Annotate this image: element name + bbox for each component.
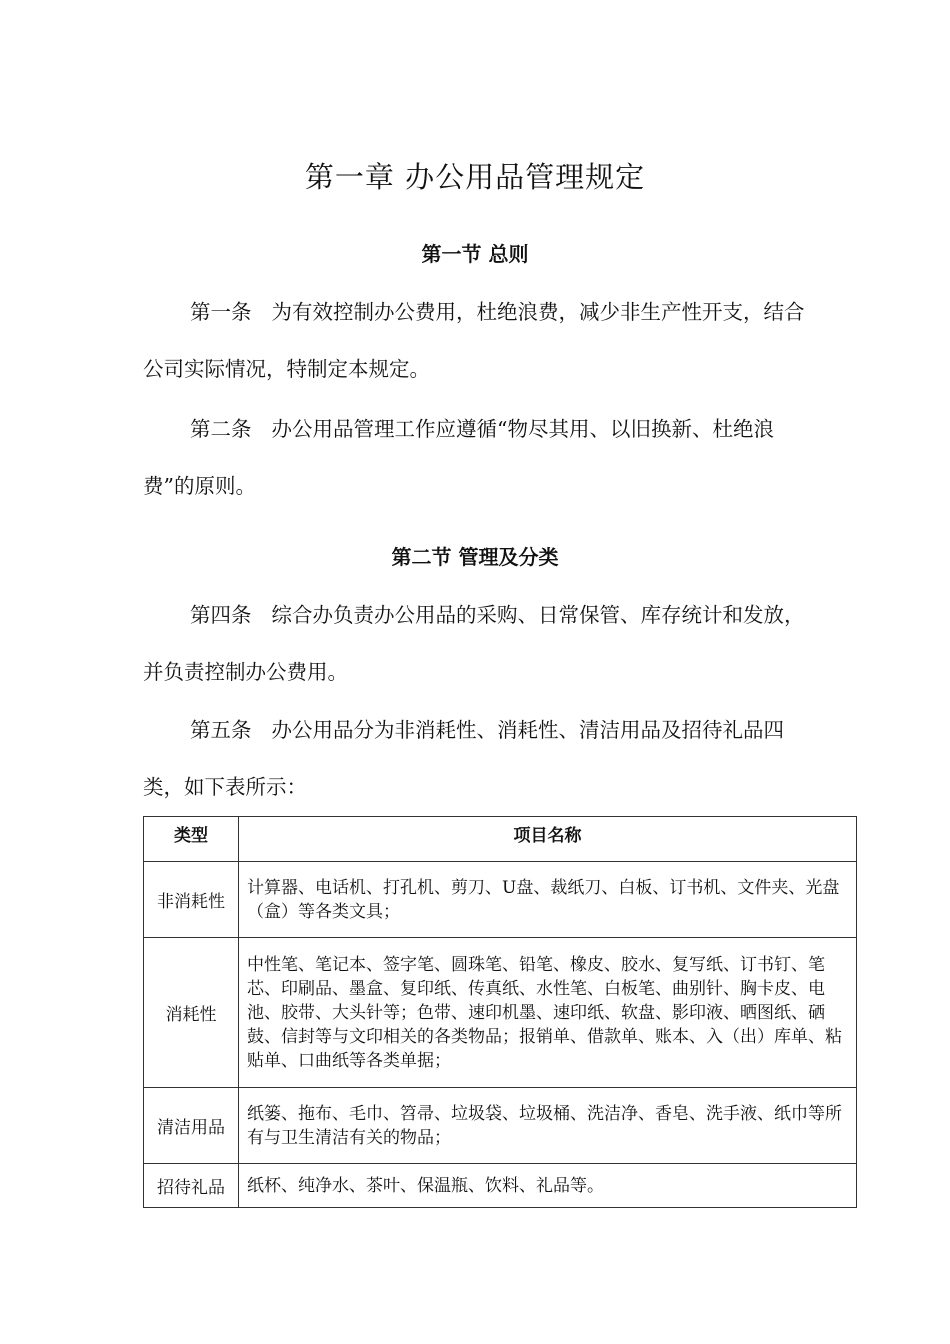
article-text: 办公用品管理工作应遵循“物尽其用、以旧换新、杜绝浪费”的原则。: [143, 417, 774, 498]
article-2: [143, 401, 813, 515]
article-1: [143, 284, 813, 398]
article-text: 办公用品分为非消耗性、消耗性、清洁用品及招待礼品四类，如下表所示：: [143, 718, 784, 799]
chapter-title: 第一章 办公用品管理规定: [304, 160, 646, 194]
table-row: [144, 862, 857, 938]
article-5: [143, 702, 813, 816]
table-row: [144, 1164, 857, 1208]
table-row: [144, 1088, 857, 1164]
row-items: 纸杯、纯净水、茶叶、保温瓶、饮料、礼品等。: [239, 1164, 857, 1208]
row-items: 计算器、电话机、打孔机、剪刀、U盘、裁纸刀、白板、订书机、文件夹、光盘（盒）等各类文具；: [239, 862, 857, 938]
table-header-row: [144, 817, 857, 862]
office-supplies-table: [143, 816, 857, 1208]
row-type: 招待礼品: [144, 1164, 239, 1208]
table-row: [144, 938, 857, 1088]
row-items: 中性笔、笔记本、签字笔、圆珠笔、铅笔、橡皮、胶水、复写纸、订书钉、笔芯、印刷品、墨盒、复印纸、传真纸、水性笔、白板笔、曲别针、胸卡皮、电池、胶带、大头针等；色带、速印机墨、速印纸、软盘、影印液、晒图纸、硒鼓、信封等与文印相关的各类物品；报销单、借款单、账本、入（出）库单、粘贴单、口曲纸等各类单据；: [239, 938, 857, 1088]
article-label: 第四条: [190, 603, 252, 627]
article-text: 为有效控制办公费用，杜绝浪费，减少非生产性开支，结合公司实际情况，特制定本规定。: [143, 300, 805, 381]
article-label: 第五条: [190, 718, 252, 742]
row-type: 消耗性: [144, 938, 239, 1088]
section-title-general: 第一节 总则: [421, 242, 529, 266]
section-title-management: 第二节 管理及分类: [391, 545, 559, 569]
row-items: 纸篓、拖布、毛巾、笤帚、垃圾袋、垃圾桶、洗洁净、香皂、洗手液、纸巾等所有与卫生清洁有关的物品；: [239, 1088, 857, 1164]
header-type: 类型: [144, 817, 239, 862]
article-label: 第一条: [190, 300, 252, 324]
article-label: 第二条: [190, 417, 252, 441]
article-text: 综合办负责办公用品的采购、日常保管、库存统计和发放，并负责控制办公费用。: [143, 603, 805, 684]
article-4: [143, 587, 813, 701]
header-item-names: 项目名称: [239, 817, 857, 862]
row-type: 非消耗性: [144, 862, 239, 938]
row-type: 清洁用品: [144, 1088, 239, 1164]
